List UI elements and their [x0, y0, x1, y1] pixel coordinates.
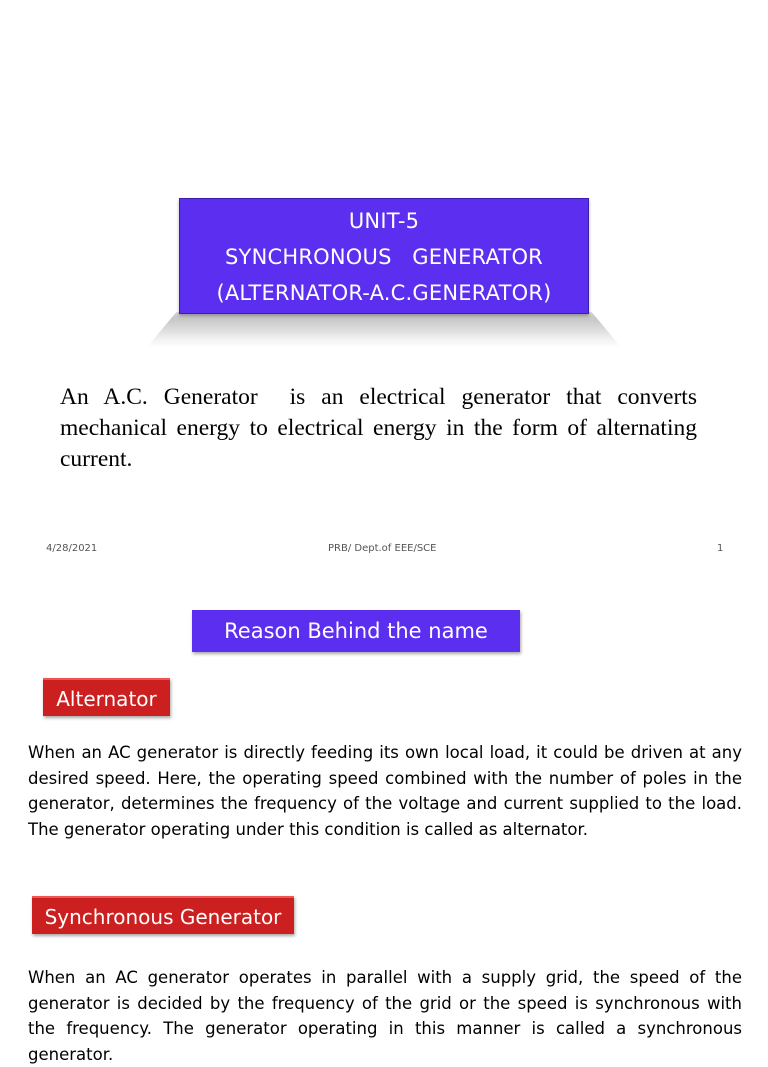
title-line-unit: UNIT-5 [348, 209, 420, 233]
title-line-alternator: (ALTERNATOR-A.C.GENERATOR) [216, 281, 552, 305]
synchronous-paragraph: When an AC generator operates in parallel with a supply grid, the speed of the generator is decided by the frequency of the grid or the speed is synchronous with the frequency. The generator operating in this manner is called a synchronous generator. [28, 968, 742, 1064]
alternator-paragraph: When an AC generator is directly feeding its own local load, it could be driven at any desired speed. Here, the operating speed combined with the number of poles in the generator, determines the frequency of the voltage and current supplied to the load. The generator operating under this condition is called as alternator. [28, 743, 742, 839]
intro-paragraph: An A.C. Generator is an electrical generator that converts mechanical energy to electrical energy in the form of alternating current. [60, 384, 703, 472]
title-line-synchronous: SYNCHRONOUS GENERATOR [225, 245, 543, 269]
reason-heading: Reason Behind the name [192, 610, 520, 652]
slide-2 [0, 572, 768, 1064]
synchronous-generator-label: Synchronous Generator [32, 896, 294, 934]
footer-page: 1 [717, 543, 724, 554]
title-box [179, 198, 589, 314]
alternator-label: Alternator [43, 678, 170, 716]
footer-center: PRB/ Dept.of EEE/SCE [328, 543, 437, 554]
footer-date: 4/28/2021 [46, 543, 98, 554]
title-shadow [148, 312, 620, 346]
